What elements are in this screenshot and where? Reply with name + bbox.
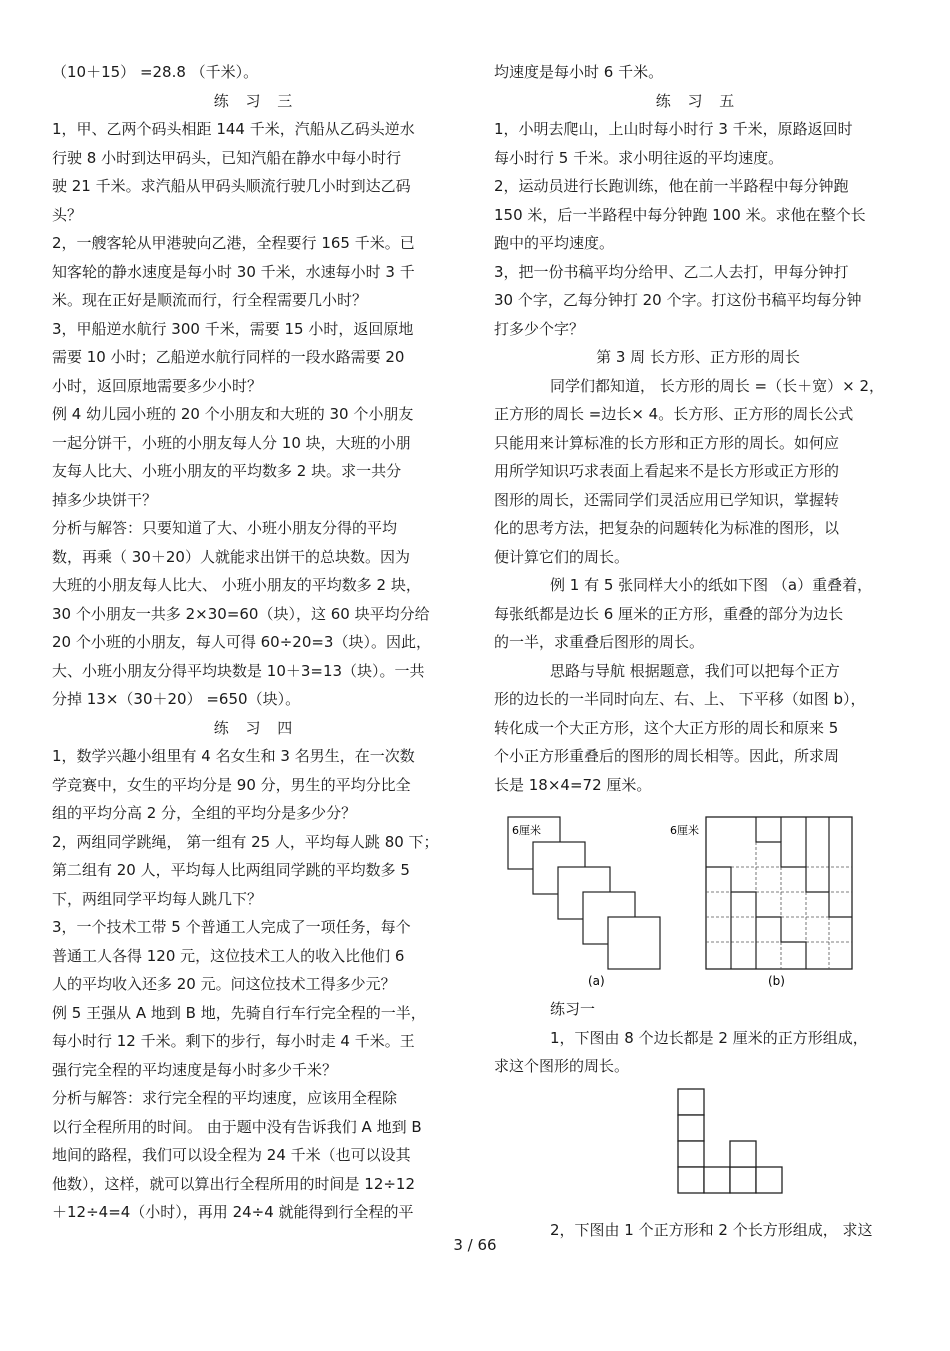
text-line: 求这个图形的周长。 (494, 1057, 630, 1075)
figure-b (706, 817, 852, 969)
text-line: 普通工人各得 120 元，这位技术工人的收入比他们 6 (52, 946, 405, 965)
text-line: 练 习 四 (213, 718, 299, 737)
text-line: 1，甲、乙两个码头相距 144 千米，汽船从乙码头逆水 (52, 120, 415, 138)
text-line: 3，一个技术工带 5 个普通工人完成了一项任务，每个 (52, 918, 411, 936)
text-line: 思路与导航 根据题意，我们可以把每个正方 (550, 661, 840, 680)
l-shape-figure (494, 1081, 902, 1216)
text-line: 长是 18×4=72 厘米。 (494, 775, 652, 794)
text-line: 30 个字，乙每分钟打 20 个字。打这份书稿平均每分钟 (494, 291, 862, 309)
unit-square (730, 1141, 756, 1167)
text-line: 正方形的周长 =边长× 4。长方形、正方形的周长公式 (494, 405, 854, 423)
text-line: 下，两组同学平均每人跳几下？ (52, 889, 263, 908)
text-line: 学竞赛中，女生的平均分是 90 分，男生的平均分比全 (52, 775, 411, 794)
exercise-one-text (494, 995, 902, 1081)
text-line: 每张纸都是边长 6 厘米的正方形，重叠的部分为边长 (494, 604, 844, 623)
text-line: 地间的路程，我们可以设全程为 24 千米（也可以设其 (52, 1146, 411, 1164)
text-line: 1，下图由 8 个边长都是 2 厘米的正方形组成， (550, 1028, 868, 1047)
text-line: 第 3 周 长方形、正方形的周长 (596, 348, 800, 366)
text-line: 图形的周长，还需同学们灵活应用已学知识，掌握转 (494, 490, 840, 509)
text-line: 头？ (52, 205, 83, 224)
text-line: 3，把一份书稿平均分给甲、乙二人去打，甲每分钟打 (494, 262, 849, 281)
text-line: 组的平均分高 2 分，全组的平均分是多少分？ (52, 804, 357, 822)
unit-square (704, 1167, 730, 1193)
text-line: 个小正方形重叠后的图形的周长相等。因此，所求周 (494, 747, 840, 765)
text-line: 分析与解答：只要知道了大、小班小朋友分得的平均 (52, 519, 398, 537)
text-line: 例 1 有 5 张同样大小的纸如下图 （a）重叠着， (550, 576, 873, 594)
text-line: 小时，返回原地需要多少小时？ (52, 376, 263, 395)
text-line: 2，运动员进行长跑训练，他在前一半路程中每分钟跑 (494, 177, 849, 195)
text-line: 便计算它们的周长。 (494, 547, 630, 566)
text-line: 人的平均收入还多 20 元。问这位技术工得多少元？ (52, 975, 396, 993)
text-line: 行驶 8 小时到达甲码头，已知汽船在静水中每小时行 (52, 148, 402, 167)
text-line: 数，再乘（ 30＋20）人就能求出饼干的总块数。因为 (52, 547, 410, 566)
text-line: 大班的小朋友每人比大、 小班小朋友的平均数多 2 块， (52, 576, 421, 594)
text-line: 他数），这样，就可以算出行全程所用的时间是 12÷12 (52, 1174, 416, 1193)
text-line: 例 4 幼儿园小班的 20 个小朋友和大班的 30 个小朋友 (52, 405, 414, 423)
text-line: 友每人比大、小班小朋友的平均数多 2 块。求一共分 (52, 462, 402, 480)
text-line: 以行全程所用的时间。 由于题中没有告诉我们 A 地到 B (52, 1117, 422, 1136)
text-line: 例 5 王强从 A 地到 B 地，先骑自行车行完全程的一半， (52, 1003, 426, 1022)
text-line: 大、小班小朋友分得平均块数是 10＋3=13（块）。一共 (52, 661, 425, 680)
figure-a-side-label: 6厘米 (512, 824, 541, 837)
unit-square (678, 1089, 704, 1115)
text-line: 1，小明去爬山，上山时每小时行 3 千米，原路返回时 (494, 120, 853, 138)
text-line: 第二组有 20 人，平均每人比两组同学跳的平均数多 5 (52, 861, 410, 879)
unit-square (678, 1167, 704, 1193)
text-line: 1，数学兴趣小组里有 4 名女生和 3 名男生，在一次数 (52, 747, 415, 765)
text-line: 的一半，求重叠后图形的周长。 (494, 633, 705, 651)
text-line: （10＋15） =28.8 （千米）。 (52, 63, 259, 81)
right-column (494, 58, 902, 1244)
text-line: 掉多少块饼干？ (52, 490, 158, 509)
text-line: 每小时行 12 千米。剩下的步行，每小时走 4 千米。王 (52, 1032, 415, 1050)
text-line: 分掉 13×（30＋20） =650（块）。 (52, 690, 301, 708)
text-line: 30 个小朋友一共多 2×30=60（块），这 60 块平均分给 (52, 604, 430, 623)
figure-b-side-label: 6厘米 (670, 824, 699, 837)
text-line: 知客轮的静水速度是每小时 30 千米，水速每小时 3 千 (52, 262, 415, 281)
unit-square (730, 1167, 756, 1193)
text-line: 分析与解答：求行完全程的平均速度，应该用全程除 (52, 1089, 398, 1107)
square-a5 (608, 917, 660, 969)
text-line: 150 米，后一半路程中每分钟跑 100 米。求他在整个长 (494, 205, 866, 224)
page-number: 3 / 66 (453, 1236, 497, 1254)
big-square (706, 817, 852, 969)
text-line: 2，一艘客轮从甲港驶向乙港，全程要行 165 千米。已 (52, 234, 415, 252)
text-line: 打多少个字？ (494, 319, 585, 338)
right-top-text (494, 58, 902, 799)
text-line: ＋12÷4=4（小时），再用 24÷4 就能得到行全程的平 (52, 1203, 414, 1221)
text-line: 练习一 (550, 1000, 596, 1018)
text-line: 化的思考方法，把复杂的问题转化为标准的图形，以 (494, 519, 840, 537)
figure-a-caption: (a) (588, 974, 605, 987)
figure-b-caption: (b) (768, 974, 785, 987)
text-line: 需要 10 小时；乙船逆水航行同样的一段水路需要 20 (52, 348, 405, 366)
exercise-two-line: 2，下图由 1 个正方形和 2 个长方形组成， 求这 (550, 1220, 873, 1239)
text-line: 跑中的平均速度。 (494, 234, 615, 252)
text-line: 米。现在正好是顺流而行，行全程需要几小时？ (52, 291, 368, 309)
text-line: 练 习 五 (655, 91, 741, 110)
text-line: 每小时行 5 千米。求小明往返的平均速度。 (494, 148, 784, 167)
unit-square (678, 1141, 704, 1167)
text-line: 只能用来计算标准的长方形和正方形的周长。如何应 (494, 433, 840, 452)
text-line: 同学们都知道， 长方形的周长 =（长＋宽）× 2， (550, 376, 884, 395)
figures-ab (494, 799, 902, 987)
text-line: 练 习 三 (213, 91, 299, 110)
l-shape-figure-wrap (494, 1081, 902, 1216)
left-column (52, 58, 460, 1227)
text-line: 形的边长的一半同时向左、右、上、 下平移（如图 b）， (494, 690, 866, 708)
text-line: 3，甲船逆水航行 300 千米，需要 15 小时，返回原地 (52, 319, 414, 338)
overlap-squares-figure (494, 799, 902, 987)
text-line: 强行完全程的平均速度是每小时多少千米？ (52, 1060, 338, 1079)
text-line: 2，两组同学跳绳， 第一组有 25 人，平均每人跳 80 下； (52, 832, 439, 851)
text-line: 20 个小班的小朋友，每人可得 60÷20=3（块）。因此， (52, 633, 431, 651)
text-line: 用所学知识巧求表面上看起来不是长方形或正方形的 (494, 462, 840, 480)
unit-square (678, 1115, 704, 1141)
text-line: 均速度是每小时 6 千米。 (494, 63, 664, 81)
text-line: 一起分饼干，小班的小朋友每人分 10 块，大班的小朋 (52, 433, 411, 452)
text-line: 转化成一个大正方形，这个大正方形的周长和原来 5 (494, 718, 839, 737)
figure-a (508, 817, 660, 969)
text-line: 驶 21 千米。求汽船从甲码头顺流行驶几小时到达乙码 (52, 177, 411, 195)
unit-square (756, 1167, 782, 1193)
